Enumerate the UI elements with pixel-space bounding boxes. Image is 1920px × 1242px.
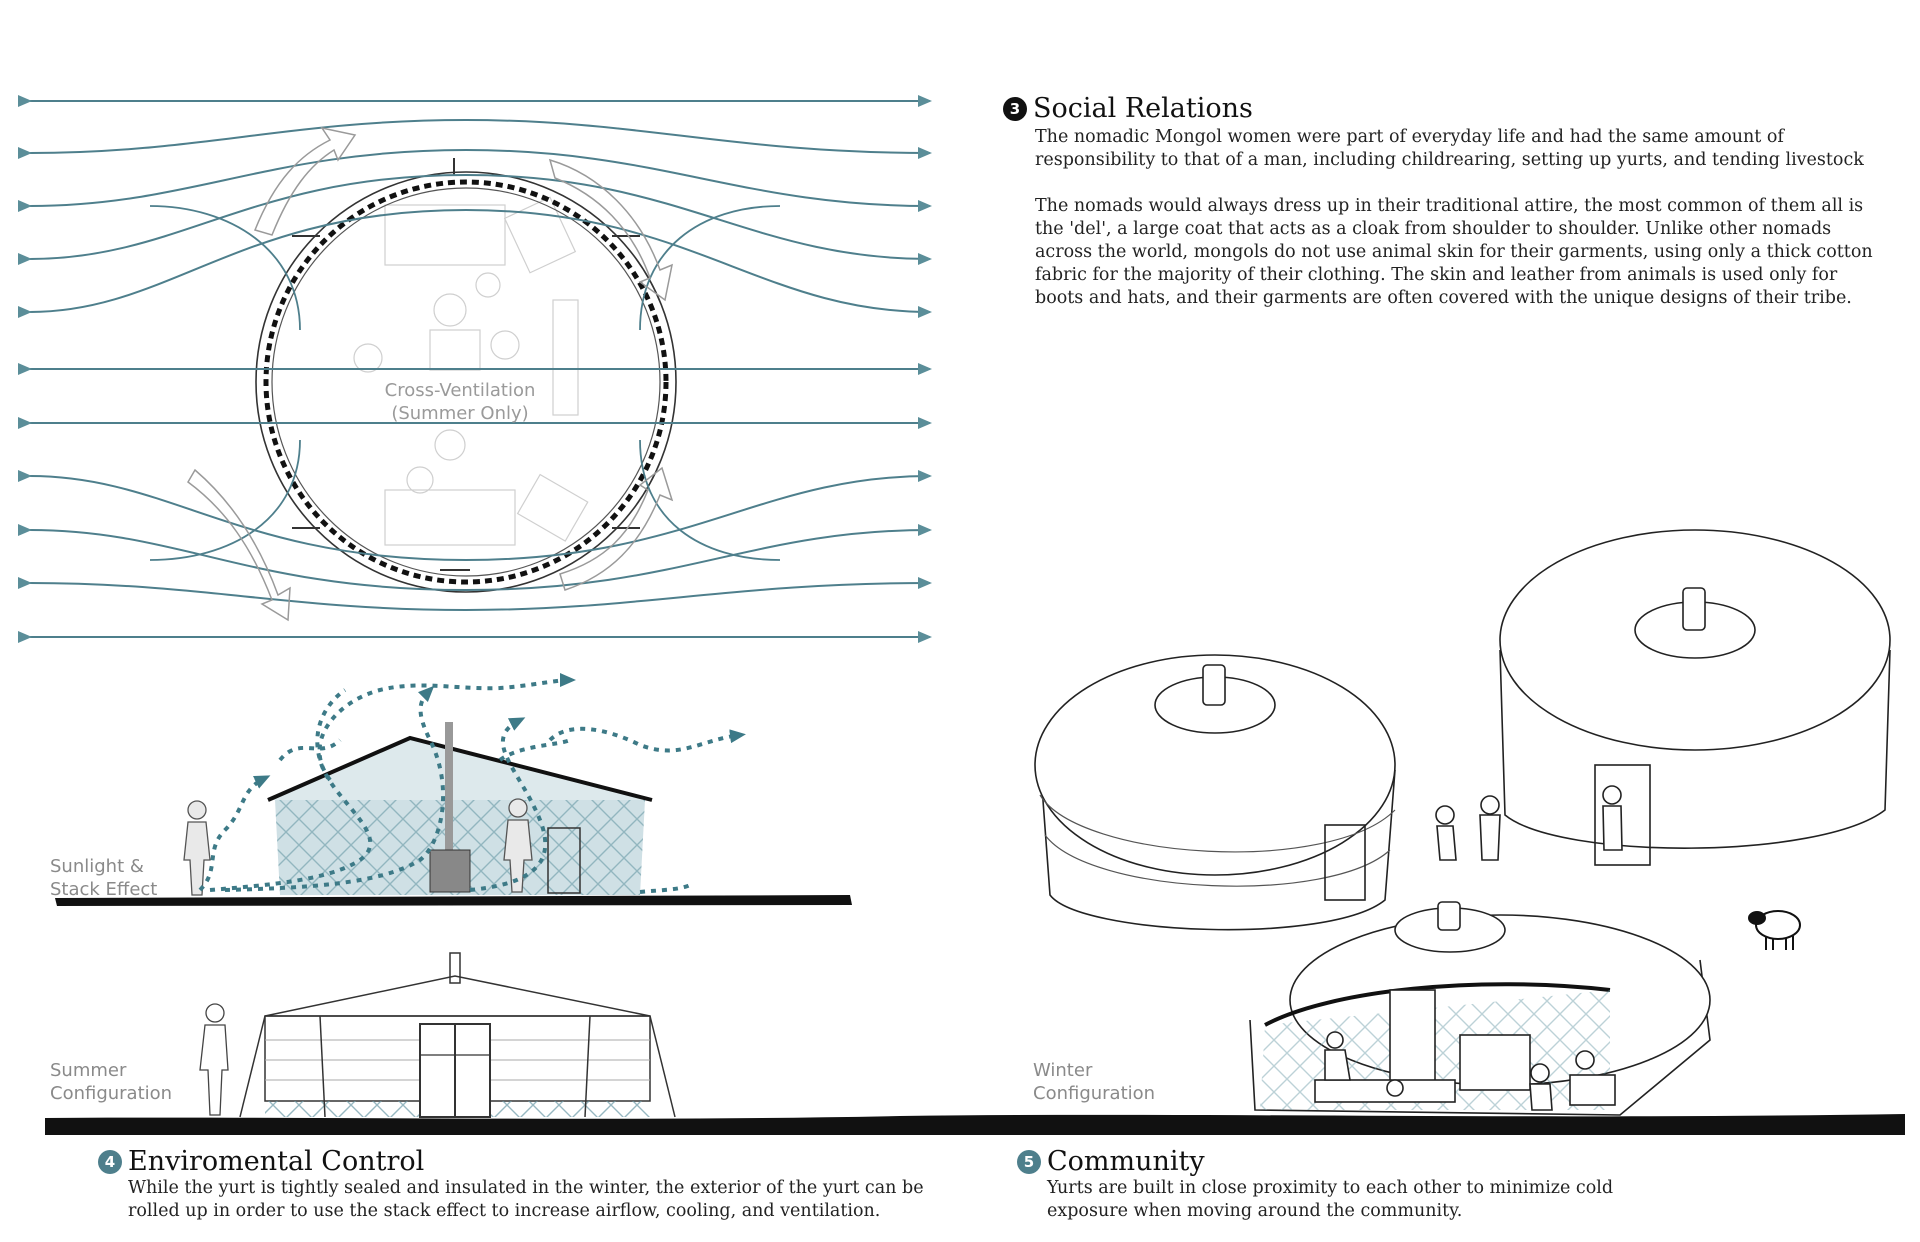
winter-label-1: Winter <box>1033 1060 1093 1081</box>
flow-hollow-arrows <box>188 128 672 620</box>
community-title: Community <box>1047 1146 1205 1177</box>
environmental-control-section <box>98 1146 958 1223</box>
social-relations-section <box>1003 93 1873 310</box>
community-section <box>1017 1146 1657 1223</box>
sunlight-label-2: Stack Effect <box>50 879 158 900</box>
environmental-control-title: Enviromental Control <box>128 1146 425 1177</box>
social-relations-title: Social Relations <box>1033 93 1253 124</box>
social-paragraph-1: The nomadic Mongol women were part of everyday life and had the same amount of responsibility to that of a man, including childrearing, setting up yurts, and tending livestock <box>1035 127 1864 170</box>
community-text: Yurts are built in close proximity to each other to minimize cold exposure when moving around the community. <box>1047 1178 1614 1221</box>
yurt-community-icon <box>1035 530 1890 1115</box>
airflow-arrow-icon <box>30 101 930 637</box>
summer-label-1: Summer <box>50 1060 127 1081</box>
community-heading <box>1017 1146 1657 1177</box>
environmental-control-heading <box>98 1146 958 1177</box>
sheep-icon <box>1749 911 1800 950</box>
yurt-plan-icon <box>256 158 676 592</box>
section-number-badge: 5 <box>1017 1150 1041 1174</box>
environmental-control-text: While the yurt is tightly sealed and insulated in the winter, the exterior of the yurt can be rolled up in order to use the stack effect to increase airflow, cooling, and ventilation. <box>128 1178 924 1221</box>
cross-ventilation-label-1: Cross-Ventilation <box>384 380 536 401</box>
winter-label-2: Configuration <box>1033 1083 1156 1104</box>
section-number-badge: 3 <box>1003 97 1027 121</box>
social-paragraph-2: The nomads would always dress up in their traditional attire, the most common of them all is the 'del', a large coat that acts as a cloak from shoulder to shoulder. Unlike other nomads across the world, mongols do not use animal skin for their garments, using only a thick cotton fabric for the majority of their clothing. The skin and leather from animals is used only for boots and hats, and their garments are often covered with the unique designs of their tribe. <box>1035 196 1873 308</box>
section-number-badge: 4 <box>98 1150 122 1174</box>
sunlight-label-1: Sunlight & <box>50 856 144 877</box>
social-relations-heading <box>1003 93 1873 124</box>
summer-label-2: Configuration <box>50 1083 173 1104</box>
yurt-section-icon <box>55 680 852 906</box>
cross-ventilation-label-2: (Summer Only) <box>391 403 529 424</box>
